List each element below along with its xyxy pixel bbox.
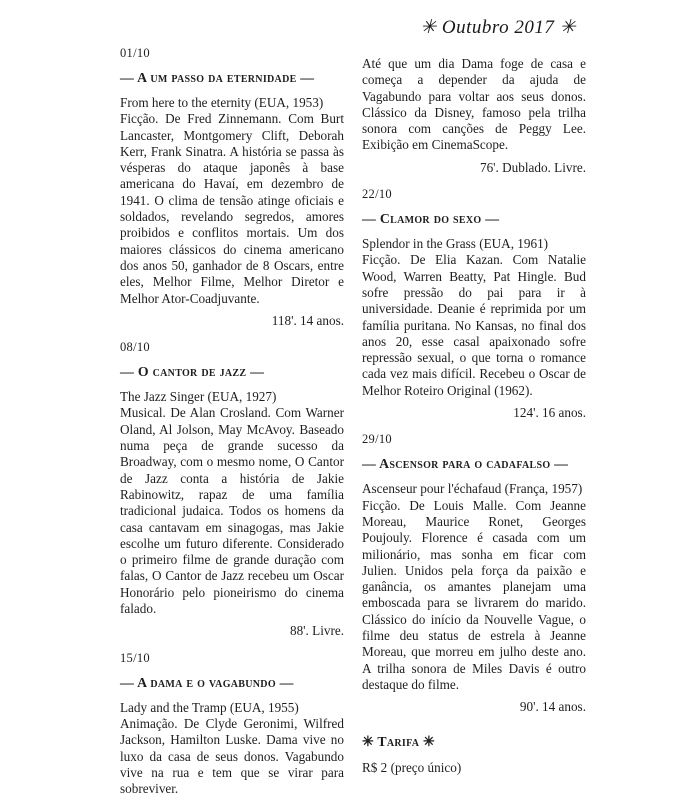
film-heading-pt: — A dama e o vagabundo — — [120, 674, 294, 690]
film-runtime-rating: 90'. 14 anos. — [519, 699, 586, 715]
month-header: ✳ Outubro 2017 ✳ — [420, 17, 576, 38]
film-heading-pt: — A um passo da eternidade — — [120, 70, 315, 85]
film-synopsis: Animação. De Clyde Geronimi, Wilfred Jackson, Hamilton Luske. Dama vive no luxo da casa de seus donos. Vagabundo vive na rua e tem que se virar para sobreviver. — [120, 715, 344, 797]
film-entry — [120, 340, 344, 639]
film-synopsis: Musical. De Alan Crosland. Com Warner Oland, Al Jolson, May McAvoy. Baseado numa peça de grande sucesso da Broadway, com o mesmo nome, O Cantor de Jazz conta a história de Jakie Rabinowitz, rapaz de uma família tradicional judaica. Todos os homens da casa cantavam em sinagogas, mas Jakie escolhe um futuro diferente. Considerado o primeiro filme de grande duração com falas, O Cantor de Jazz recebeu um Oscar Honorário pelo pioneirismo do cinema falado. — [120, 405, 344, 617]
film-original-title: Splendor in the Grass (EUA, 1961) — [362, 236, 549, 252]
left-column — [120, 44, 344, 797]
film-runtime-rating: 118'. 14 anos. — [271, 312, 344, 328]
right-column — [362, 44, 586, 797]
film-synopsis: Ficção. De Louis Malle. Com Jeanne Moreau, Maurice Ronet, Georges Poujouly. Florence é casada com um milionário, mas sonha em ficar com Julien. Unidos pela força da paixão e ganância, os amantes planejam uma emboscada para se livrarem do marido. Clássico do início da Nouvelle Vague, o filme deu status de estrela à Jeanne Moreau, que morreu em julho deste ano. A trilha sonora de Miles Davis é outro destaque do filme. — [362, 497, 586, 692]
tariff-price: R$ 2 (preço único) — [362, 759, 462, 775]
film-entry-continuation — [362, 56, 586, 176]
tariff-heading: ✳ Tarifa ✳ — [362, 733, 435, 749]
film-entry — [362, 432, 586, 715]
screening-date: 08/10 — [120, 340, 150, 355]
film-synopsis: Ficção. De Elia Kazan. Com Natalie Wood, Warren Beatty, Pat Hingle. Bud sofre pressão do pai para ir à universidade. Deanie é reprimida por um família puritana. No Kansas, no final dos anos 20, esse casal apaixonado sofre repressão sexual, o que torna o romance cada vez mais difícil. Recebeu o Oscar de Melhor Roteiro Original (1962). — [362, 252, 586, 398]
film-synopsis-continuation: Até que um dia Dama foge de casa e começa a depender da ajuda de Vagabundo para voltar aos seus donos. Clássico da Disney, famoso pela trilha sonora com canções de Peggy Lee. Exibição em CinemaScope. — [362, 56, 586, 153]
film-original-title: Lady and the Tramp (EUA, 1955) — [120, 699, 299, 715]
film-original-title: From here to the eternity (EUA, 1953) — [120, 95, 324, 110]
screening-date: 01/10 — [120, 46, 150, 60]
film-runtime-rating: 76'. Dublado. Livre. — [479, 159, 586, 175]
screening-date: 29/10 — [362, 432, 392, 447]
film-entry — [120, 651, 344, 797]
tariff-section — [362, 734, 586, 776]
film-heading-pt: — Clamor do sexo — — [362, 211, 500, 227]
film-original-title: Ascenseur pour l'échafaud (França, 1957) — [362, 481, 583, 497]
film-entry — [120, 46, 344, 329]
screening-date: 22/10 — [362, 187, 392, 202]
film-synopsis: Ficção. De Fred Zinnemann. Com Burt Lancaster, Montgomery Clift, Deborah Kerr, Frank Sinatra. A história se passa às vésperas do ataque japonês à base americana do Havaí, em dezembro de 1941. O clima de tensão atinge oficiais e soldados, revelando segredos, amores proibidos e conflitos mortais. Um dos maiores clássicos do cinema americano dos anos 50, ganhador de 8 Oscars, entre eles, Melhor Filme, Melhor Diretor e Melhor Ator-Coadjuvante. — [120, 111, 344, 306]
film-runtime-rating: 124'. 16 anos. — [513, 405, 586, 421]
film-heading-pt: — O cantor de jazz — — [120, 364, 265, 380]
screening-date: 15/10 — [120, 650, 150, 665]
film-runtime-rating: 88'. Livre. — [289, 623, 344, 639]
film-heading-pt: — Ascensor para o cadafalso — — [362, 456, 569, 472]
film-entry — [362, 187, 586, 421]
two-column-layout — [120, 44, 586, 797]
film-original-title: The Jazz Singer (EUA, 1927) — [120, 389, 277, 405]
